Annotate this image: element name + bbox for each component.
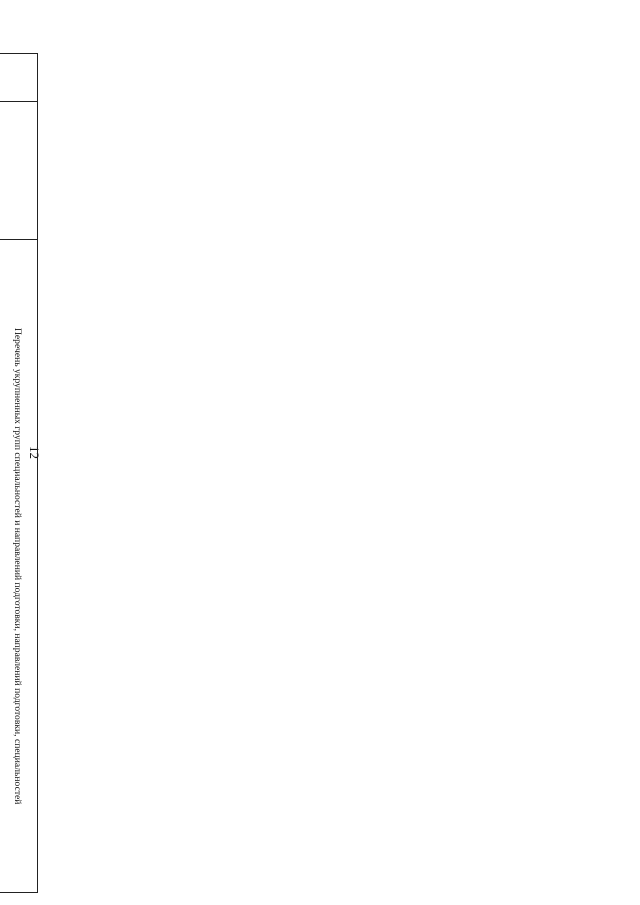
specialties-table-rotated (0, 38, 38, 905)
header-group: Перечень укрупненных групп специальностей и направлений подготовки, направлений подготовки, специальностей (0, 240, 38, 893)
page-number: 12 (27, 446, 42, 459)
header-num (0, 54, 38, 102)
header-name (0, 101, 38, 239)
specialties-table (0, 53, 38, 893)
